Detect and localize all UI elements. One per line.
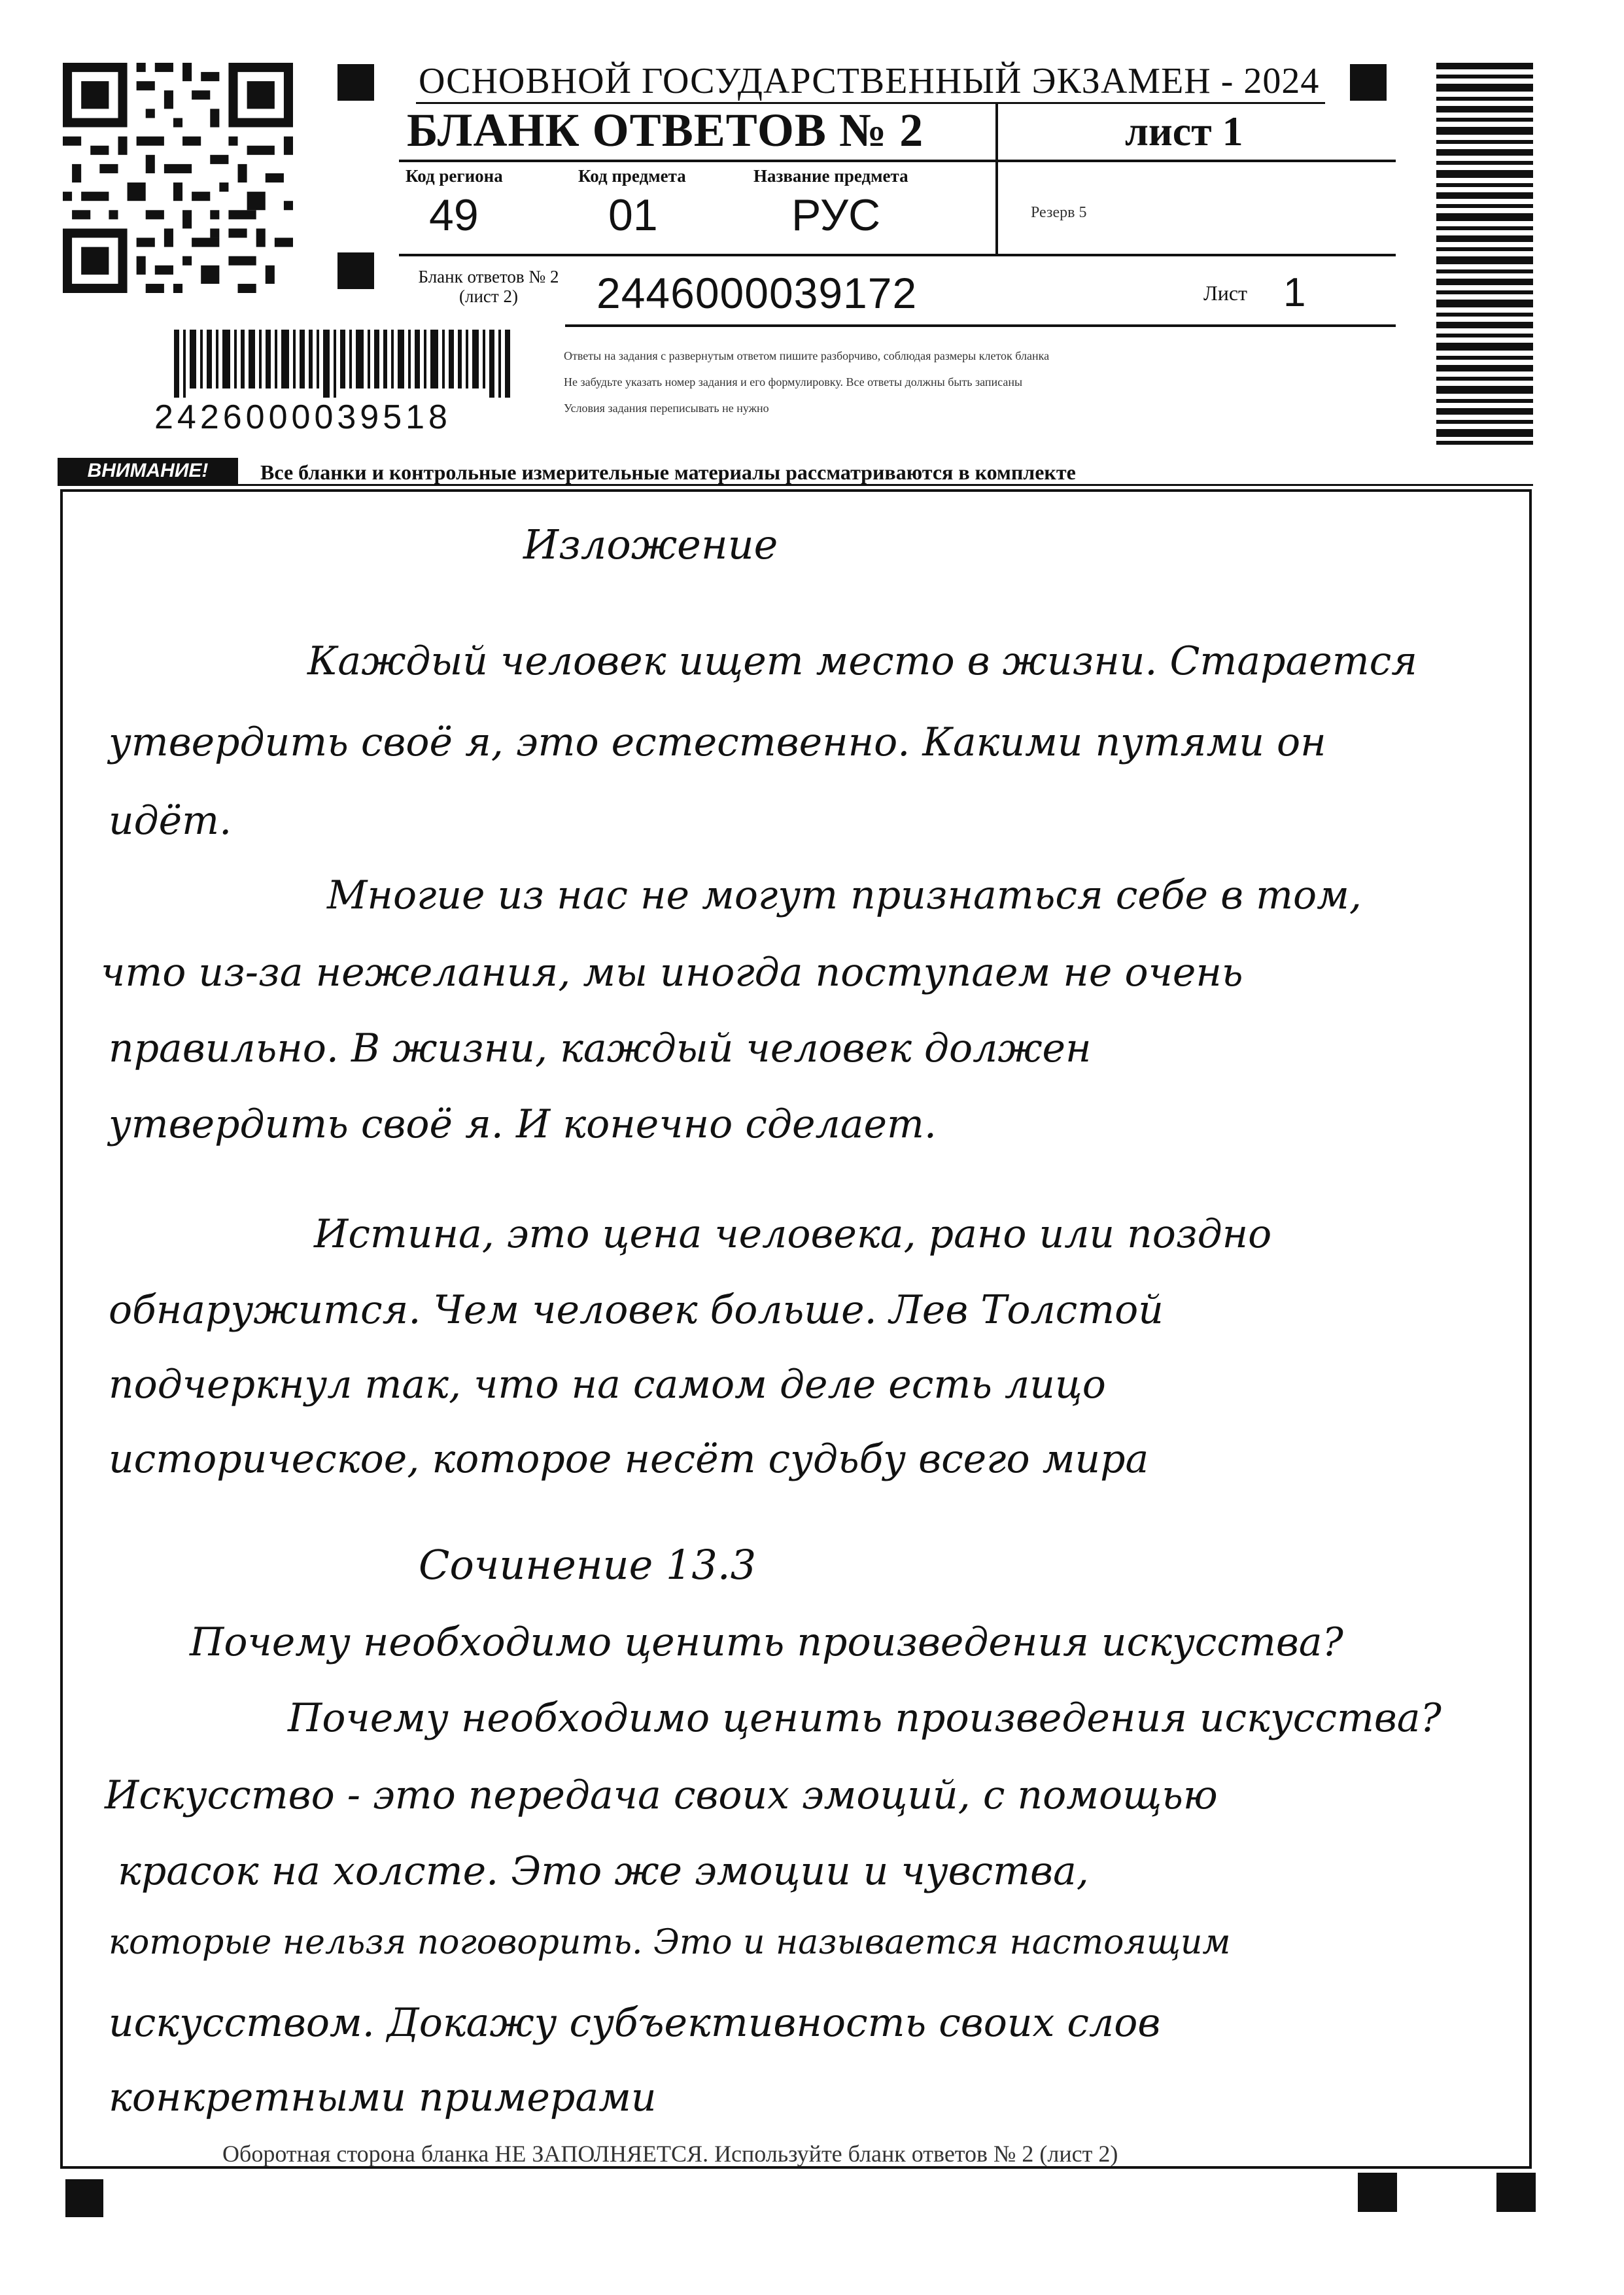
- handwritten-line: что из-за нежелания, мы иногда поступаем не очень: [101, 950, 1243, 995]
- handwritten-line: Истина, это цена человека, рано или поздно: [314, 1211, 1272, 1257]
- handwritten-line: Сочинение 13.3: [419, 1541, 757, 1589]
- handwritten-line: идёт.: [109, 798, 232, 844]
- qr-code: [63, 63, 293, 293]
- handwritten-line: Многие из нас не могут признаться себе в том,: [327, 872, 1362, 918]
- blank-number: 2446000039172: [596, 269, 918, 317]
- registration-marker: [1350, 64, 1387, 101]
- handwritten-line: Почему необходимо ценить произведения искусства?: [190, 1619, 1343, 1665]
- subject-name-value: РУС: [791, 190, 881, 240]
- handwritten-line: историческое, которое несёт судьбу всего мира: [109, 1436, 1149, 1482]
- blank-note: Бланк ответов № 2 (лист 2): [418, 267, 559, 306]
- registration-marker: [1358, 2173, 1397, 2212]
- exam-title: ОСНОВНОЙ ГОСУДАРСТВЕННЫЙ ЭКЗАМЕН - 2024: [419, 61, 1320, 101]
- handwritten-line: искусством. Докажу субъективность своих слов: [109, 2000, 1161, 2046]
- blank-title: БЛАНК ОТВЕТОВ № 2: [407, 104, 924, 156]
- handwritten-line: Каждый человек ищет место в жизни. Старается: [307, 638, 1417, 684]
- barcode-number: 2426000039518: [154, 398, 451, 436]
- attention-text: Все бланки и контрольные измерительные материалы рассматриваются в комплекте: [260, 460, 1076, 484]
- instruction-line: Ответы на задания с развернутым ответом пишите разборчиво, соблюдая размеры клеток бланка: [564, 349, 1050, 362]
- registration-marker: [1496, 2173, 1536, 2212]
- registration-marker: [65, 2179, 103, 2217]
- handwritten-line: красок на холсте. Это же эмоции и чувства,: [118, 1848, 1089, 1894]
- registration-marker: [337, 252, 374, 289]
- footer-note: Оборотная сторона бланка НЕ ЗАПОЛНЯЕТСЯ. Используйте бланк ответов № 2 (лист 2): [222, 2141, 1118, 2167]
- handwritten-line: утвердить своё я. И конечно сделает.: [109, 1101, 937, 1147]
- handwritten-line: Почему необходимо ценить произведения искусства?: [288, 1695, 1442, 1741]
- form-barcode: [174, 330, 511, 398]
- handwritten-line: Изложение: [523, 521, 778, 568]
- instruction-line: Условия задания переписывать не нужно: [564, 402, 769, 415]
- handwritten-line: подчеркнул так, что на самом деле есть лицо: [109, 1362, 1106, 1407]
- sheet-title: лист 1: [1125, 108, 1243, 154]
- registration-marker: [337, 64, 374, 101]
- list-label: Лист: [1203, 281, 1248, 305]
- handwritten-line: Искусство - это передача своих эмоций, с помощью: [105, 1772, 1218, 1818]
- subject-code-value: 01: [608, 190, 658, 240]
- list-value: 1: [1283, 270, 1306, 315]
- subject-code-label: Код предмета: [578, 166, 686, 186]
- region-label: Код региона: [406, 166, 503, 186]
- handwritten-line: утвердить своё я, это естественно. Какими путями он: [109, 719, 1326, 765]
- handwritten-line: конкретными примерами: [109, 2075, 657, 2120]
- handwritten-line: обнаружится. Чем человек больше. Лев Толстой: [109, 1287, 1164, 1333]
- region-value: 49: [429, 190, 479, 240]
- reserve-label: Резерв 5: [1031, 204, 1087, 221]
- side-barcode: [1436, 63, 1533, 445]
- handwritten-line: которые нельзя поговорить. Это и называется настоящим: [109, 1923, 1231, 1962]
- instruction-line: Не забудьте указать номер задания и его формулировку. Все ответы должны быть записаны: [564, 375, 1023, 388]
- attention-badge: ВНИМАНИЕ!: [58, 458, 238, 484]
- subject-name-label: Название предмета: [753, 166, 908, 186]
- handwritten-line: правильно. В жизни, каждый человек должен: [109, 1026, 1092, 1071]
